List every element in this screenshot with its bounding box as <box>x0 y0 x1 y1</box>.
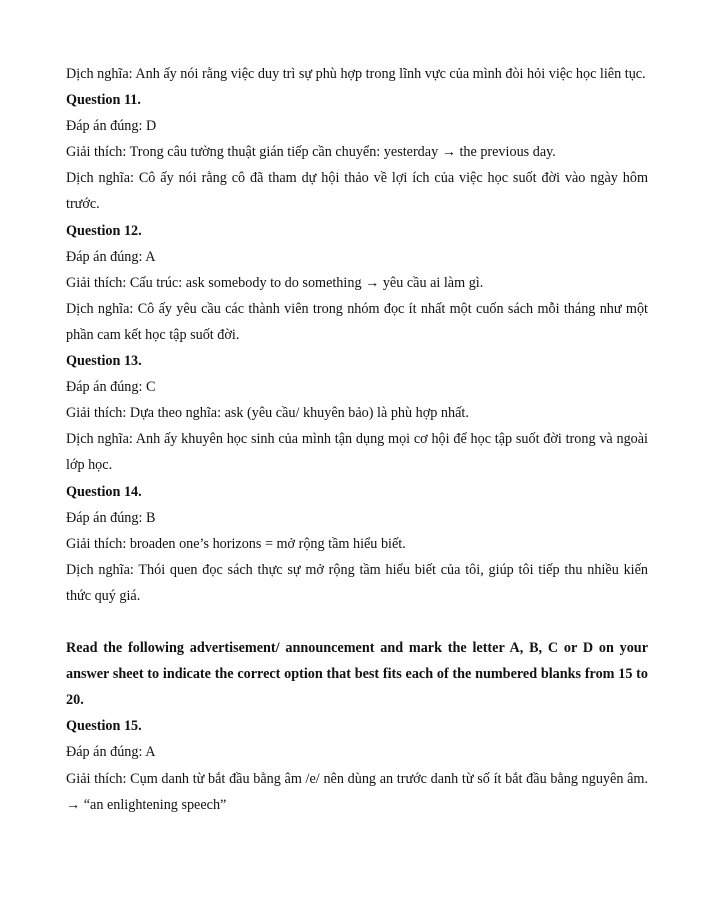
q13-translation: Dịch nghĩa: Anh ấy khuyên học sinh của mình tận dụng mọi cơ hội để học tập suốt đời trong và ngoài lớp học. <box>66 431 648 474</box>
q14-heading: Question 14. <box>66 483 142 500</box>
section-instruction: Read the following advertisement/ announcement and mark the letter A, B, C or D on your answer sheet to indicate the correct option that best fits each of the numbered blanks from 15 to 20. <box>66 640 648 709</box>
q11-heading: Question 11. <box>66 92 141 109</box>
q12-explanation: Giải thích: Cấu trúc: ask somebody to do something → yêu cầu ai làm gì. <box>66 274 484 291</box>
q12-heading: Question 12. <box>66 222 142 239</box>
q11-translation: Dịch nghĩa: Cô ấy nói rằng cô đã tham dự hội thảo về lợi ích của việc học suốt đời vào ngày hôm trước. <box>66 170 648 213</box>
q11-explanation: Giải thích: Trong câu tường thuật gián tiếp cần chuyển: yesterday → the previous day. <box>66 144 556 161</box>
q13-heading: Question 13. <box>66 353 142 370</box>
q14-answer: Đáp án đúng: B <box>66 509 156 526</box>
q11-answer: Đáp án đúng: D <box>66 118 157 135</box>
q15-explanation: Giải thích: Cụm danh từ bắt đầu bằng âm /e/ nên dùng an trước danh từ số ít bắt đầu bằng nguyên âm. → “an enlightening speech” <box>66 770 648 813</box>
q13-answer: Đáp án đúng: C <box>66 379 156 396</box>
q15-heading: Question 15. <box>66 718 142 735</box>
q12-answer: Đáp án đúng: A <box>66 248 156 265</box>
section-spacer <box>66 609 648 635</box>
q15-answer: Đáp án đúng: A <box>66 744 156 761</box>
q14-translation: Dịch nghĩa: Thói quen đọc sách thực sự mở rộng tầm hiểu biết của tôi, giúp tôi tiếp thu nhiều kiến thức quý giá. <box>66 561 648 604</box>
q10-translation: Dịch nghĩa: Anh ấy nói rằng việc duy trì sự phù hợp trong lĩnh vực của mình đòi hỏi việc học liên tục. <box>66 66 646 82</box>
q13-explanation: Giải thích: Dựa theo nghĩa: ask (yêu cầu/ khuyên bảo) là phù hợp nhất. <box>66 405 469 422</box>
q12-translation: Dịch nghĩa: Cô ấy yêu cầu các thành viên trong nhóm đọc ít nhất một cuốn sách mỗi tháng như một phần cam kết học tập suốt đời. <box>66 300 648 343</box>
document-page <box>66 61 648 818</box>
q14-explanation: Giải thích: broaden one’s horizons = mở rộng tầm hiểu biết. <box>66 535 406 552</box>
